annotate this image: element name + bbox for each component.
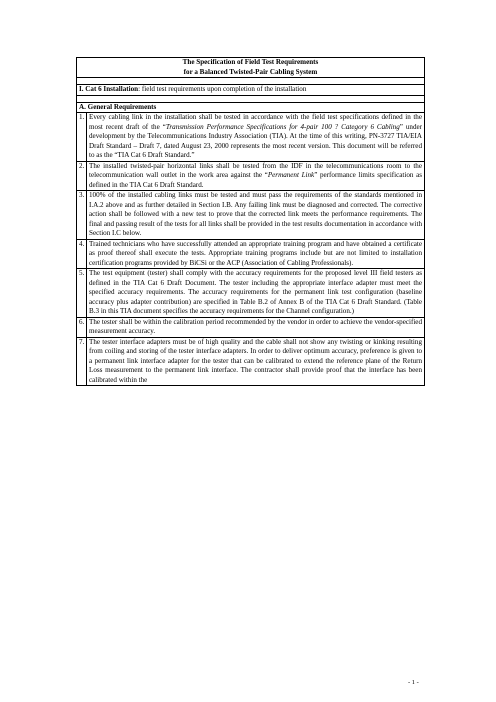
title-line-1: The Specification of Field Test Requirements [182,58,319,66]
page-number: - 1 - [408,679,419,686]
requirement-italic-title: Transmission Performance Specifications for 4-pair 100 ? Category 6 Cabling [165,122,400,131]
requirement-text-part: Every cabling link in the installation shall be tested in accordance with the field test specifications defined in the most recent draft of the “ [89,113,422,131]
requirement-number: 3. [77,191,87,240]
requirement-number: 6. [77,317,87,337]
requirement-row [77,269,425,318]
requirement-text [87,113,425,162]
spec-table [76,57,425,386]
requirement-text-part: The installed twisted-pair horizontal links shall be tested from the IDF in the telecommunications room to the telecommunication wall outlet in the work area against the “ [89,161,422,179]
requirement-text [87,191,425,240]
requirement-text-part: The test equipment (tester) shall comply with the accuracy requirements for the proposed level III field testers as defined in the TIA Cat 6 Draft Document. The tester including the appropriate interface adapter must meet the specified accuracy requirements. The accuracy requirements for the permanent link test configuration (baseline accuracy plus adapter contribution) are specified in Table B.2 of Annex B of the TIA Cat 6 Draft Standard. (Table B.3 in this TIA document specifies the accuracy requirements for the Channel configuration.) [89,269,422,315]
section-heading-bold: I. Cat 6 Installation [79,85,139,93]
requirement-number: 4. [77,239,87,269]
requirement-text-part: The tester shall be within the calibration period recommended by the vendor in order to achieve the vendor-specified measurement accuracy. [89,317,422,335]
requirement-row [77,317,425,337]
requirements-list [77,113,425,386]
requirement-text [87,317,425,337]
title-row [77,58,425,78]
section-row [77,85,425,96]
subsection-heading: A. General Requirements [77,102,425,113]
title-line-2: for a Balanced Twisted-Pair Cabling System [183,67,318,76]
spacer-row [77,95,425,102]
subsection-row [77,102,425,113]
requirement-number: 5. [77,269,87,318]
requirement-row [77,191,425,240]
requirement-row [77,113,425,162]
requirement-text-part: Trained technicians who have successfully attended an appropriate training program and have obtained a certificate as proof thereof shall execute the tests. Appropriate training programs include but are not limited to installation certification programs provided by BiCSi or the ACP (Association of Cabling Professionals). [89,239,422,267]
requirement-text [87,337,425,386]
document-title [77,58,425,78]
requirement-number: 2. [77,161,87,191]
spacer-row [77,78,425,85]
requirement-row [77,239,425,269]
section-heading [77,85,425,96]
requirement-number: 7. [77,337,87,386]
requirement-text-part: ” performance limits specification as defined in the TIA Cat 6 Draft Standard. [89,171,422,189]
requirement-italic-title: Permanent Link [267,171,315,179]
requirement-number: 1. [77,113,87,162]
requirement-text-part: ” under development by the Telecommunications Industry Association (TIA). At the time of this writing, PN-3727 TIA/EIA Draft Standard – Draft 7, dated August 23, 2000 represents the most recent version. This document will be referred to as the “TIA Cat 6 Draft Standard.” [89,122,422,159]
requirement-text [87,161,425,191]
requirement-text [87,269,425,318]
requirement-row [77,161,425,191]
section-heading-rest: : field test requirements upon completion of the installation [138,85,307,93]
requirement-text-part: The tester interface adapters must be of high quality and the cable shall not show any twisting or kinking resulting from coiling and storing of the tester interface adapters. In order to deliver optimum accuracy, preference is given to a permanent link interface adapter for the tester that can be calibrated to extend the reference plane of the Return Loss measurement to the permanent link interface. The contractor shall provide proof that the interface has been calibrated within the [89,337,422,384]
requirement-text [87,239,425,269]
requirement-row [77,337,425,386]
requirement-text-part: 100% of the installed cabling links must be tested and must pass the requirements of the standards mentioned in I.A.2 above and as further detailed in Section I.B. Any failing link must be diagnosed and corrected. The corrective action shall be followed with a new test to prove that the corrected link meets the performance requirements. The final and passing result of the tests for all links shall be provided in the test results documentation in accordance with Section I.C below. [89,191,422,237]
